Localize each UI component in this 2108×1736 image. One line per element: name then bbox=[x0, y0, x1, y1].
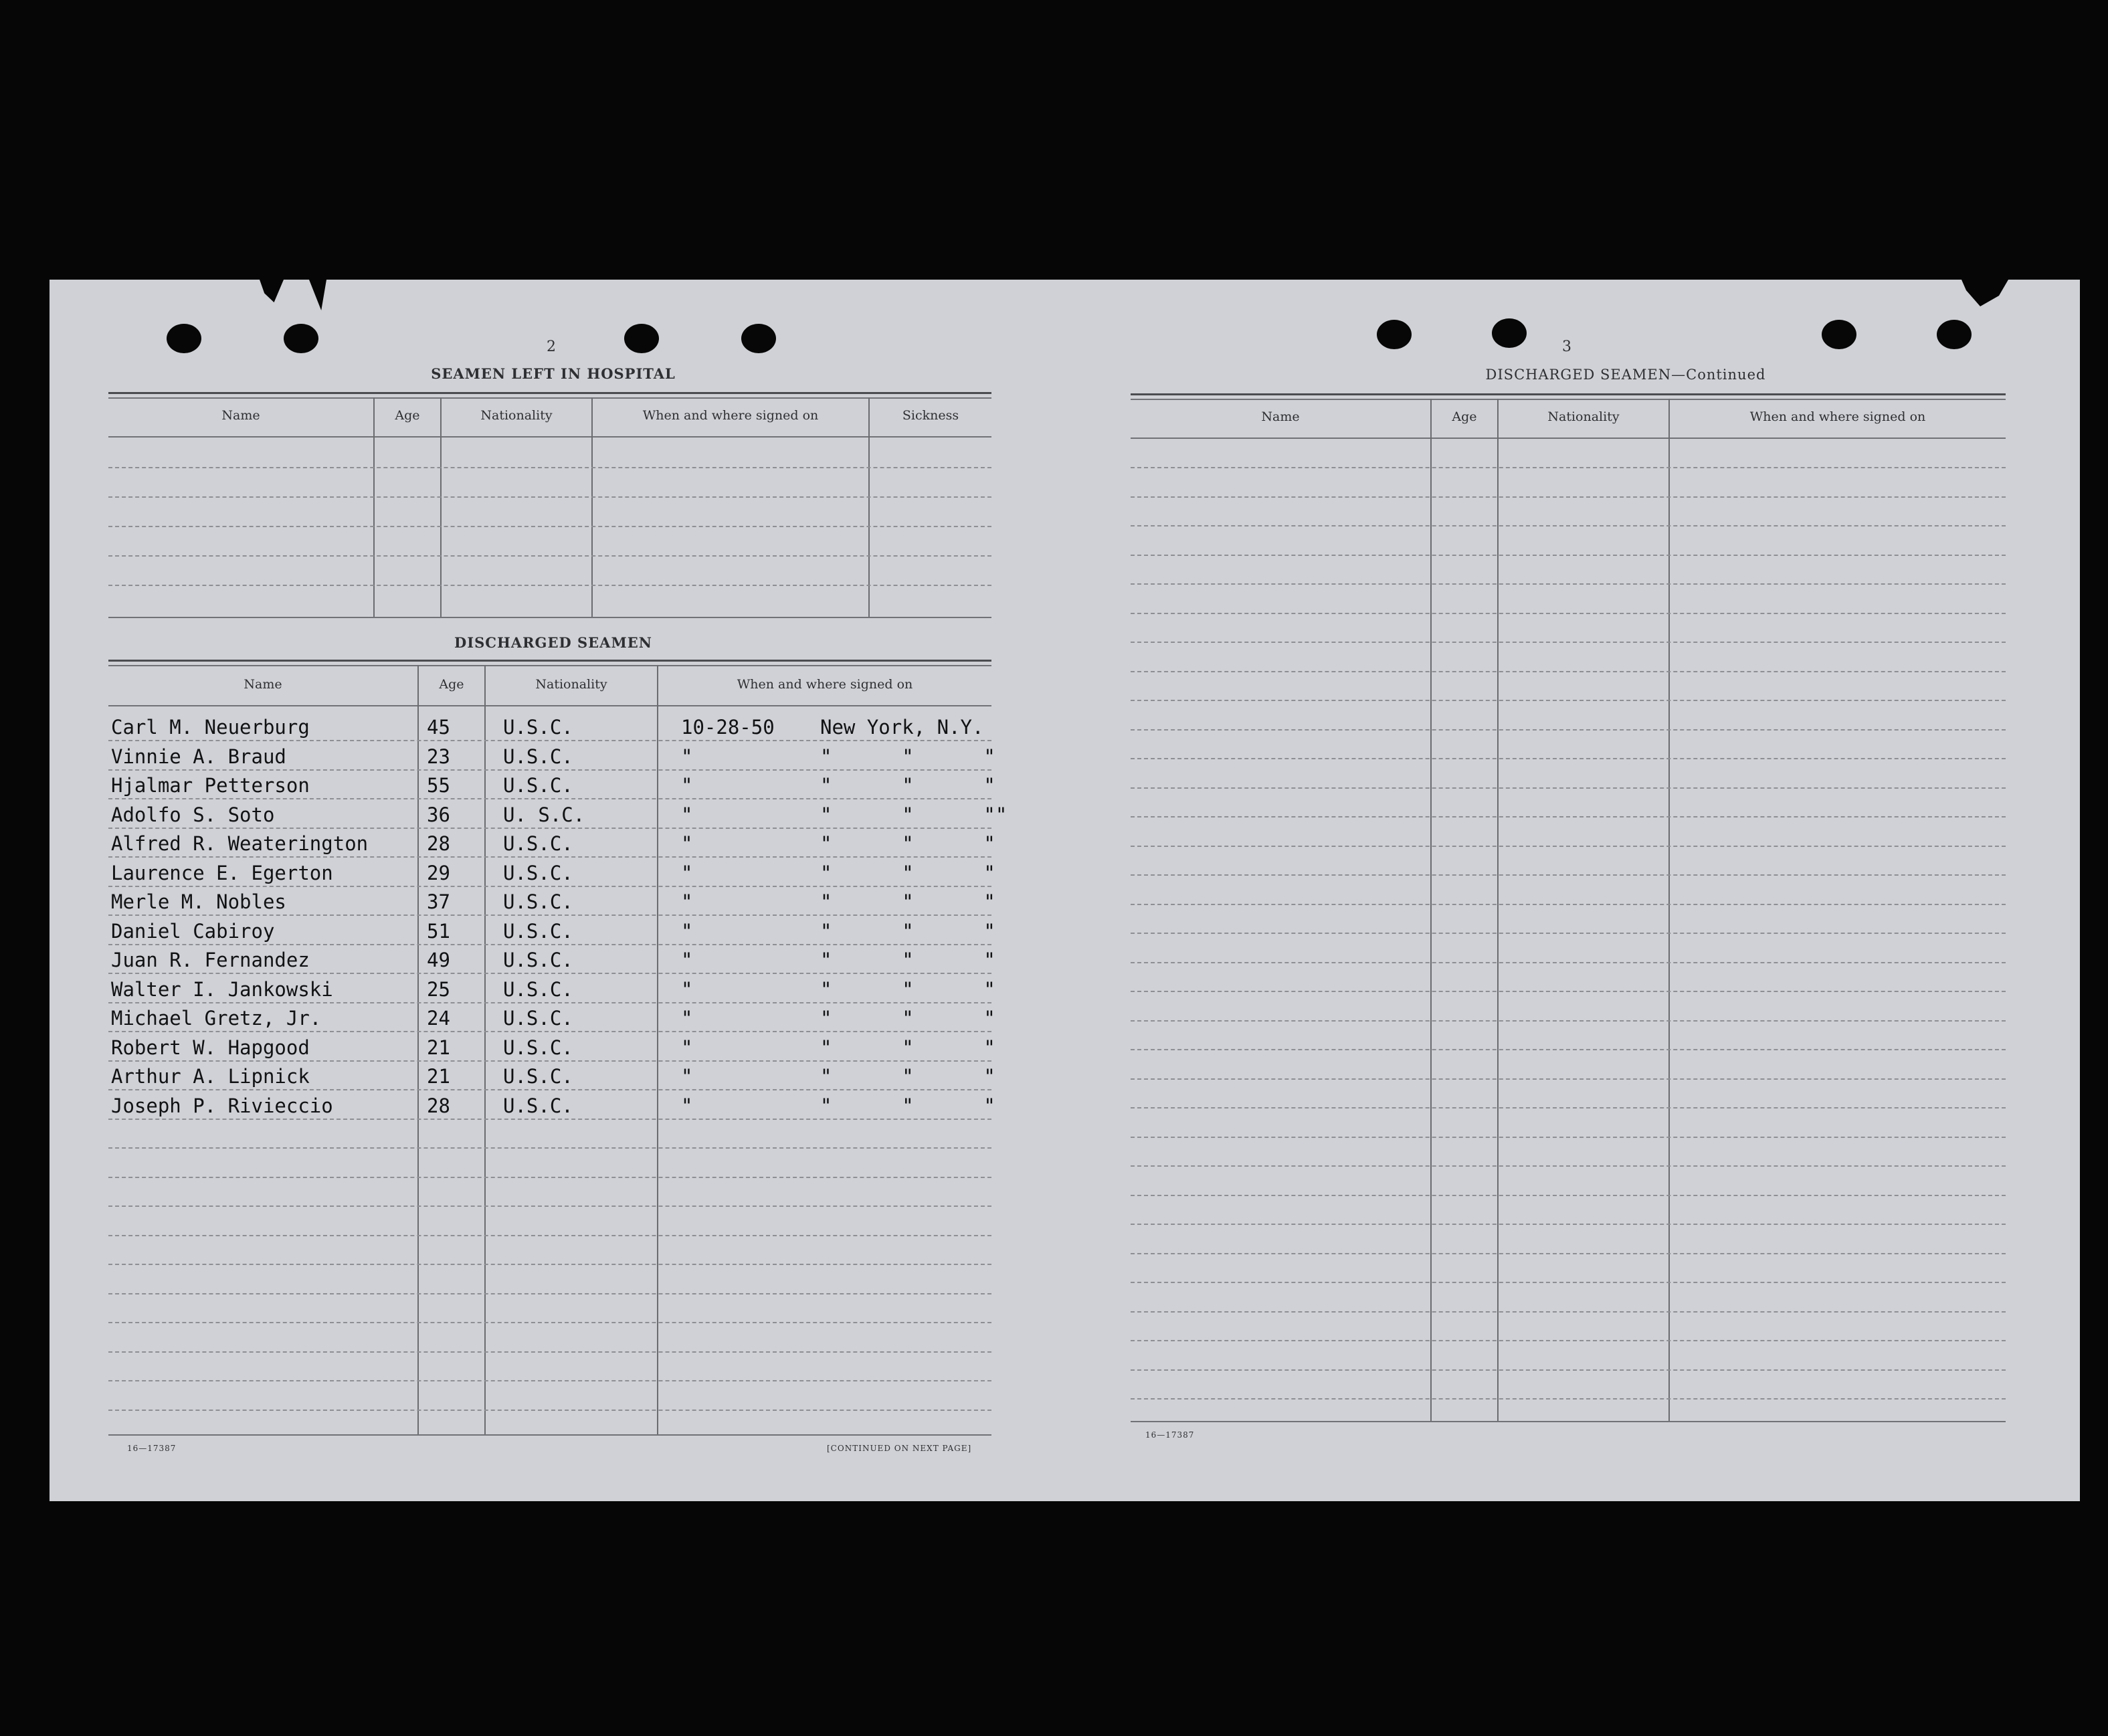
seaman-name: Walter I. Jankowski bbox=[111, 977, 333, 1001]
seaman-signed-on-date: " bbox=[681, 919, 693, 943]
seaman-age: 28 bbox=[427, 832, 450, 855]
blank-row-rule bbox=[1131, 1078, 2006, 1080]
column-divider bbox=[657, 665, 658, 1434]
punch-hole bbox=[1822, 320, 1856, 349]
seaman-age: 55 bbox=[427, 774, 450, 797]
discharged-section-title: DISCHARGED SEAMEN bbox=[454, 634, 652, 651]
blank-row-rule bbox=[1131, 933, 2006, 934]
continued-note: [CONTINUED ON NEXT PAGE] bbox=[827, 1444, 972, 1453]
table-row-rule bbox=[108, 1235, 991, 1236]
table-row-rule bbox=[108, 856, 991, 858]
seaman-signed-on-place: " " " bbox=[820, 1036, 995, 1059]
seaman-signed-on-place: " " " bbox=[820, 949, 995, 971]
seaman-name: Adolfo S. Soto bbox=[111, 803, 275, 826]
seaman-signed-on-date: " bbox=[681, 1036, 693, 1059]
seaman-signed-on-place: " " " bbox=[820, 832, 995, 855]
seaman-signed-on-date: " bbox=[681, 890, 693, 913]
seaman-nationality: U.S.C. bbox=[503, 919, 573, 943]
seaman-name: Merle M. Nobles bbox=[111, 890, 286, 913]
blank-row-rule bbox=[1131, 874, 2006, 876]
blank-row-rule bbox=[1131, 1137, 2006, 1138]
table-row-rule bbox=[108, 1177, 991, 1178]
seaman-signed-on-place: " " " bbox=[820, 977, 995, 1001]
seaman-name: Alfred R. Weaterington bbox=[111, 832, 369, 855]
punch-hole bbox=[1492, 318, 1527, 348]
rule bbox=[108, 1434, 991, 1436]
blank-row-rule bbox=[1131, 583, 2006, 585]
blank-row-rule bbox=[1131, 700, 2006, 701]
seaman-age: 51 bbox=[427, 919, 450, 943]
seaman-name: Robert W. Hapgood bbox=[111, 1036, 310, 1059]
discharged-header-nationality: Nationality bbox=[535, 677, 607, 692]
seaman-age: 36 bbox=[427, 803, 450, 826]
seaman-signed-on-date: " bbox=[681, 1094, 693, 1117]
column-divider bbox=[1430, 399, 1432, 1421]
seaman-name: Juan R. Fernandez bbox=[111, 949, 310, 971]
blank-row-rule bbox=[1131, 1020, 2006, 1022]
seaman-signed-on-date: " bbox=[681, 949, 693, 971]
table-row-rule bbox=[108, 1031, 991, 1032]
blank-row-rule bbox=[1131, 1398, 2006, 1400]
column-divider bbox=[484, 665, 486, 1434]
rule bbox=[108, 397, 991, 399]
hospital-header-age: Age bbox=[395, 408, 420, 423]
continued-header-age: Age bbox=[1452, 409, 1477, 424]
seaman-signed-on-date: " bbox=[681, 1007, 693, 1030]
blank-row-rule bbox=[1131, 671, 2006, 672]
table-row-rule bbox=[108, 973, 991, 974]
column-divider bbox=[1497, 399, 1499, 1421]
blank-row-rule bbox=[1131, 1340, 2006, 1341]
seaman-age: 45 bbox=[427, 716, 450, 739]
seaman-signed-on-place: " " "" bbox=[820, 803, 1008, 826]
table-row-rule bbox=[108, 828, 991, 829]
rule bbox=[108, 665, 991, 666]
table-row-rule bbox=[108, 1089, 991, 1090]
punch-hole bbox=[1377, 320, 1412, 349]
seaman-signed-on-place: New York, N.Y. bbox=[820, 716, 984, 739]
blank-row-rule bbox=[1131, 1369, 2006, 1371]
table-row-rule bbox=[108, 769, 991, 771]
register-sheet bbox=[50, 280, 2080, 1501]
table-row-rule bbox=[108, 740, 991, 741]
table-row-rule bbox=[108, 1205, 991, 1207]
seaman-nationality: U.S.C. bbox=[503, 745, 573, 768]
continued-section-title: DISCHARGED SEAMEN—Continued bbox=[1485, 367, 1766, 383]
seaman-name: Michael Gretz, Jr. bbox=[111, 1007, 322, 1030]
blank-row-rule bbox=[1131, 1311, 2006, 1313]
hospital-header-name: Name bbox=[221, 408, 260, 423]
seaman-name: Laurence E. Egerton bbox=[111, 861, 333, 884]
seaman-name: Arthur A. Lipnick bbox=[111, 1065, 310, 1088]
punch-hole bbox=[741, 324, 776, 353]
blank-row-rule bbox=[1131, 1282, 2006, 1283]
seaman-signed-on-date: " bbox=[681, 832, 693, 855]
seaman-signed-on-place: " " " bbox=[820, 774, 995, 797]
discharged-header-age: Age bbox=[439, 677, 464, 692]
seaman-age: 28 bbox=[427, 1094, 450, 1117]
rule bbox=[108, 392, 991, 394]
table-row-rule bbox=[108, 1002, 991, 1003]
seaman-nationality: U.S.C. bbox=[503, 774, 573, 797]
seaman-signed-on-date: " bbox=[681, 774, 693, 797]
blank-row-rule bbox=[1131, 962, 2006, 963]
rule bbox=[108, 660, 991, 662]
blank-row-rule bbox=[1131, 496, 2006, 498]
seaman-age: 21 bbox=[427, 1065, 450, 1088]
blank-row-rule bbox=[1131, 1224, 2006, 1225]
seaman-signed-on-place: " " " bbox=[820, 861, 995, 884]
blank-row-rule bbox=[1131, 904, 2006, 905]
discharged-header-signed-on: When and where signed on bbox=[737, 677, 913, 692]
blank-row-rule bbox=[1131, 787, 2006, 789]
punch-hole bbox=[1937, 320, 1972, 349]
seaman-nationality: U.S.C. bbox=[503, 1065, 573, 1088]
seaman-name: Daniel Cabiroy bbox=[111, 919, 275, 943]
rule bbox=[1131, 393, 2006, 395]
seaman-age: 24 bbox=[427, 1007, 450, 1030]
seaman-signed-on-place: " " " bbox=[820, 1007, 995, 1030]
seaman-age: 37 bbox=[427, 890, 450, 913]
column-divider bbox=[591, 397, 593, 617]
rule bbox=[1131, 438, 2006, 439]
column-divider bbox=[1668, 399, 1670, 1421]
blank-row-rule bbox=[1131, 555, 2006, 556]
hospital-header-sickness: Sickness bbox=[902, 408, 959, 423]
hospital-blank-row bbox=[108, 585, 991, 586]
rule bbox=[1131, 1421, 2006, 1422]
table-row-rule bbox=[108, 1322, 991, 1323]
hospital-blank-row bbox=[108, 467, 991, 468]
seaman-signed-on-date: 10-28-50 bbox=[681, 716, 775, 739]
blank-row-rule bbox=[1131, 816, 2006, 817]
seaman-nationality: U.S.C. bbox=[503, 1094, 573, 1117]
blank-row-rule bbox=[1131, 991, 2006, 992]
hospital-header-nationality: Nationality bbox=[480, 408, 553, 423]
column-divider bbox=[868, 397, 870, 617]
table-row-rule bbox=[108, 1060, 991, 1062]
column-divider bbox=[417, 665, 419, 1434]
punch-hole bbox=[167, 324, 201, 353]
blank-row-rule bbox=[1131, 467, 2006, 468]
blank-row-rule bbox=[1131, 758, 2006, 759]
table-row-rule bbox=[108, 1410, 991, 1411]
seaman-signed-on-date: " bbox=[681, 745, 693, 768]
continued-header-signed-on: When and where signed on bbox=[1749, 409, 1926, 424]
blank-row-rule bbox=[1131, 525, 2006, 526]
seaman-signed-on-place: " " " bbox=[820, 745, 995, 768]
column-divider bbox=[440, 397, 442, 617]
hospital-header-signed-on: When and where signed on bbox=[642, 408, 819, 423]
seaman-signed-on-place: " " " bbox=[820, 1065, 995, 1088]
rule bbox=[108, 617, 991, 618]
blank-row-rule bbox=[1131, 1195, 2006, 1196]
hospital-blank-row bbox=[108, 526, 991, 527]
seaman-nationality: U.S.C. bbox=[503, 861, 573, 884]
table-row-rule bbox=[108, 944, 991, 945]
seaman-nationality: U.S.C. bbox=[503, 949, 573, 971]
form-number-right: 16—17387 bbox=[1145, 1430, 1195, 1440]
continued-header-nationality: Nationality bbox=[1547, 409, 1620, 424]
seaman-name: Hjalmar Petterson bbox=[111, 774, 310, 797]
seaman-age: 49 bbox=[427, 949, 450, 971]
form-number-left: 16—17387 bbox=[127, 1444, 177, 1453]
table-row-rule bbox=[108, 1351, 991, 1353]
blank-row-rule bbox=[1131, 1107, 2006, 1108]
seaman-signed-on-place: " " " bbox=[820, 919, 995, 943]
table-row-rule bbox=[108, 886, 991, 887]
seaman-name: Joseph P. Rivieccio bbox=[111, 1094, 333, 1117]
seaman-nationality: U.S.C. bbox=[503, 1036, 573, 1059]
hospital-section-title: SEAMEN LEFT IN HOSPITAL bbox=[431, 365, 676, 382]
seaman-age: 21 bbox=[427, 1036, 450, 1059]
seaman-signed-on-date: " bbox=[681, 1065, 693, 1088]
page-number-right: 3 bbox=[1562, 339, 1571, 355]
seaman-signed-on-date: " bbox=[681, 977, 693, 1001]
seaman-signed-on-date: " bbox=[681, 803, 693, 826]
rule bbox=[1131, 399, 2006, 400]
seaman-nationality: U.S.C. bbox=[503, 977, 573, 1001]
blank-row-rule bbox=[1131, 642, 2006, 643]
seaman-signed-on-place: " " " bbox=[820, 1094, 995, 1117]
discharged-header-name: Name bbox=[244, 677, 282, 692]
seaman-age: 23 bbox=[427, 745, 450, 768]
blank-row-rule bbox=[1131, 729, 2006, 731]
blank-row-rule bbox=[1131, 1253, 2006, 1254]
seaman-nationality: U.S.C. bbox=[503, 890, 573, 913]
seaman-signed-on-date: " bbox=[681, 861, 693, 884]
column-divider bbox=[373, 397, 375, 617]
seaman-name: Carl M. Neuerburg bbox=[111, 716, 310, 739]
continued-header-name: Name bbox=[1261, 409, 1300, 424]
table-row-rule bbox=[108, 798, 991, 799]
rule bbox=[108, 436, 991, 438]
blank-row-rule bbox=[1131, 1165, 2006, 1167]
seaman-age: 29 bbox=[427, 861, 450, 884]
hospital-blank-row bbox=[108, 496, 991, 498]
seaman-name: Vinnie A. Braud bbox=[111, 745, 286, 768]
seaman-nationality: U.S.C. bbox=[503, 1007, 573, 1030]
hospital-blank-row bbox=[108, 555, 991, 557]
blank-row-rule bbox=[1131, 613, 2006, 614]
seaman-signed-on-place: " " " bbox=[820, 890, 995, 913]
seaman-nationality: U.S.C. bbox=[503, 716, 573, 739]
page-number-left: 2 bbox=[547, 339, 556, 355]
punch-hole bbox=[624, 324, 659, 353]
table-row-rule bbox=[108, 914, 991, 916]
punch-hole bbox=[284, 324, 318, 353]
seaman-nationality: U.S.C. bbox=[503, 832, 573, 855]
table-row-rule bbox=[108, 1293, 991, 1294]
seaman-age: 25 bbox=[427, 977, 450, 1001]
blank-row-rule bbox=[1131, 1049, 2006, 1050]
table-row-rule bbox=[108, 1380, 991, 1381]
seaman-nationality: U. S.C. bbox=[503, 803, 585, 826]
table-row-rule bbox=[108, 1119, 991, 1120]
blank-row-rule bbox=[1131, 846, 2006, 847]
table-row-rule bbox=[108, 1147, 991, 1149]
rule bbox=[108, 705, 991, 706]
table-row-rule bbox=[108, 1264, 991, 1265]
